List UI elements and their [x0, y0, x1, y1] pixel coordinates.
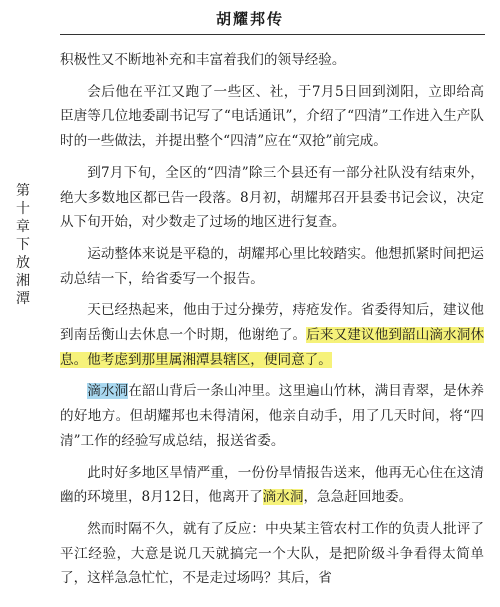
- paragraph-7: [60, 461, 484, 510]
- paragraph-6: [60, 379, 484, 453]
- highlighted-text: 后来又建议他到韶山滴水洞休息。他考虑到那里属湘潭县辖区，便同意了。: [60, 327, 485, 368]
- header-rule: [60, 34, 485, 35]
- paragraph-7-text-b: ，急急赶回地委。: [303, 489, 413, 506]
- selected-text: 滴水洞: [87, 383, 129, 400]
- highlighted-term: 滴水洞: [262, 489, 304, 506]
- paragraph-6-text: 在韶山背后一条山冲里。这里遍山竹林，满目青翠，是休养的好地方。但胡耀邦也未得清闲，他亲自动手，用了几天时间，将“四清”工作的经验写成总结，报送省委。: [60, 383, 485, 449]
- paragraph-5: [60, 298, 484, 372]
- paragraph-3: 到7月下旬，全区的“四清”除三个县还有一部分社队没有结束外，绝大多数地区都已告一段落。8月初，胡耀邦召开县委书记会议，决定从下旬开始，对少数走了过场的地区进行复查。: [60, 164, 484, 231]
- page-body: [60, 48, 484, 598]
- paragraph-5-text: 天已经热起来，他由于过分操劳，痔疮发作。省委得知后，建议他到南岳衡山去休息一个时期，他谢绝了。: [60, 302, 484, 344]
- chapter-side-label: 第十章 下放湘潭: [16, 183, 30, 307]
- paragraph-8: 然而时隔不久，就有了反应：中央某主管农村工作的负责人批评了平江经验，大意是说几天就搞完一个大队，是把阶级斗争看得太简单了，这样急急忙忙，不是走过场吗？其后，省: [60, 520, 484, 587]
- paragraph-7-text-a: 此时好多地区旱情严重，一份份旱情报告送来，他再无心住在这清幽的环境里，8月12日，他离开了: [60, 464, 484, 506]
- paragraph-2: 会后他在平江又跑了一些区、社，于7月5日回到浏阳，立即给高臣唐等几位地委副书记写了“电话通讯”，介绍了“四清”工作进入生产队时的一些做法，并提出整个“四清”应在“双抢”前完成。: [60, 83, 484, 150]
- paragraph-4: 运动整体来说是平稳的，胡耀邦心里比较踏实。他想抓紧时间把运动总结一下，给省委写一个报告。: [60, 245, 484, 287]
- running-head: 胡耀邦传: [215, 10, 284, 28]
- paragraph-1: 积极性又不断地补充和丰富着我们的领导经验。: [60, 52, 346, 68]
